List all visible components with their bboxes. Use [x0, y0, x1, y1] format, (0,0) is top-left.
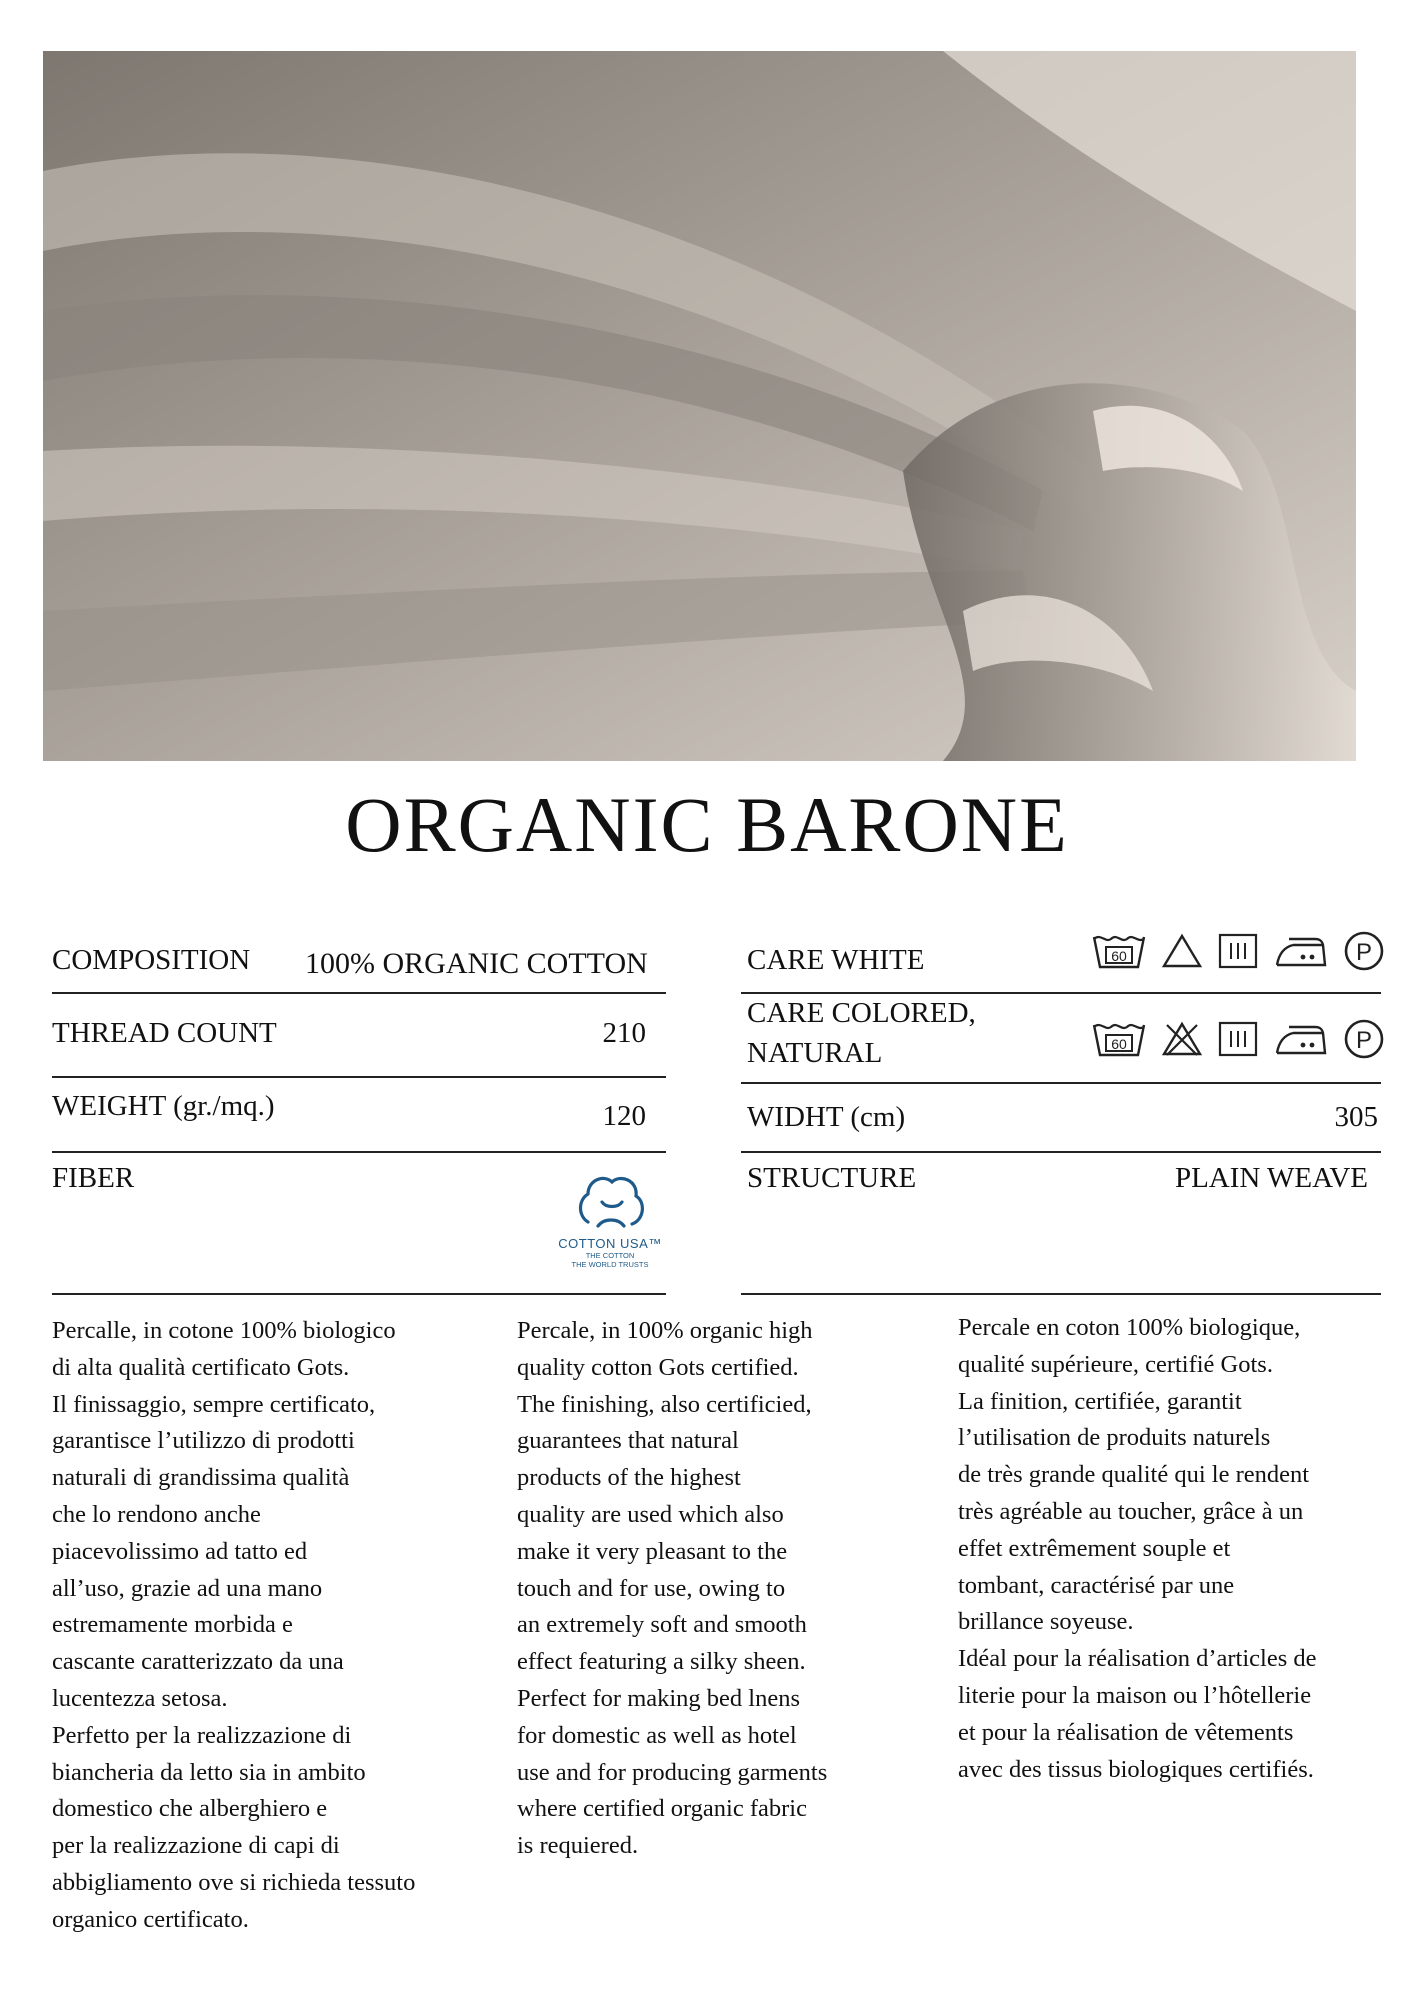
fabric-photo	[43, 51, 1356, 761]
divider	[52, 1076, 666, 1078]
description-english: Percale, in 100% organic high quality cotton Gots certified. The finishing, also certificied, guarantees that natural products of the highest quality are used which also make it very pleasant to the touch and for use, owing to an extremely soft and smooth effect featuring a silky sheen. Perfect for making bed lnens for domestic as well as hotel use and for producing garments where certified organic fabric is requiered.	[517, 1317, 828, 1860]
tumble-dry-icon	[1217, 931, 1259, 971]
description-french: Percale en coton 100% biologique, qualité supérieure, certifié Gots. La finition, certifiée, garantit l’utilisation de produits naturels de très grande qualité qui le rendent très agréable au toucher, grâce à un effet extrêmement souple et tombant, caractérisé par une brillance soyeuse. Idéal pour la réalisation d’articles de literie pour la maison ou l’hôtellerie et pour la réalisation de vêtements avec des tissus biologiques certifiés.	[958, 1314, 1317, 1783]
bleach-allowed-icon	[1161, 931, 1203, 971]
divider	[52, 1293, 666, 1295]
description-italian: Percalle, in cotone 100% biologico di alta qualità certificato Gots. Il finissaggio, sempre certificato, garantisce l’utilizzo di prodotti naturali di grandissima qualità che lo rendono anche piacevolissimo ad tatto ed all’uso, grazie ad una mano estremamente morbida e cascante caratterizzato da una lucentezza setosa. Perfetto per la realizzazione di biancheria da letto sia in ambito domestico che alberghiero e per la realizzazione di capi di abbigliamento ove si richieda tessuto organico certificato.	[52, 1317, 416, 1933]
structure-label: STRUCTURE	[747, 1162, 917, 1194]
cotton-boll-icon	[574, 1172, 646, 1236]
divider	[741, 1293, 1381, 1295]
cotton-usa-tagline-1: THE COTTON	[585, 1251, 635, 1260]
wash-temp: 60	[1111, 1036, 1127, 1052]
divider	[52, 992, 666, 994]
care-white-label: CARE WHITE	[747, 944, 925, 976]
dry-clean-letter: P	[1355, 1027, 1373, 1054]
iron-two-dots-icon	[1273, 1019, 1329, 1059]
dry-clean-letter: P	[1355, 939, 1373, 966]
fabric-drape-image	[43, 51, 1356, 761]
structure-value: PLAIN WEAVE	[1174, 1162, 1368, 1194]
width-value: 305	[1334, 1101, 1378, 1133]
divider	[52, 1151, 666, 1153]
care-white-icons	[1091, 930, 1385, 972]
wash-60-icon	[1091, 931, 1147, 971]
wash-60-icon	[1091, 1019, 1147, 1059]
fiber-label: FIBER	[52, 1162, 135, 1194]
width-label: WIDHT (cm)	[747, 1101, 906, 1133]
thread-count-label: THREAD COUNT	[52, 1017, 277, 1049]
composition-value: 100% ORGANIC COTTON	[305, 947, 648, 980]
cotton-usa-brand: COTTON USA™	[558, 1236, 662, 1251]
iron-two-dots-icon	[1273, 931, 1329, 971]
divider	[741, 1082, 1381, 1084]
cotton-usa-logo	[552, 1172, 668, 1269]
care-colored-label: CARE COLORED, NATURAL	[747, 997, 976, 1069]
dry-clean-p-icon	[1343, 1018, 1385, 1060]
wash-temp: 60	[1111, 948, 1127, 964]
tumble-dry-icon	[1217, 1019, 1259, 1059]
product-title: ORGANIC BARONE	[345, 781, 1069, 868]
cotton-usa-tagline-2: THE WORLD TRUSTS	[571, 1260, 649, 1269]
divider	[741, 1151, 1381, 1153]
care-colored-icons	[1091, 1018, 1385, 1060]
weight-value: 120	[602, 1100, 646, 1132]
weight-label: WEIGHT (gr./mq.)	[52, 1090, 275, 1122]
thread-count-value: 210	[602, 1017, 646, 1049]
composition-label: COMPOSITION	[52, 944, 251, 976]
dry-clean-p-icon	[1343, 930, 1385, 972]
no-bleach-icon	[1161, 1019, 1203, 1059]
